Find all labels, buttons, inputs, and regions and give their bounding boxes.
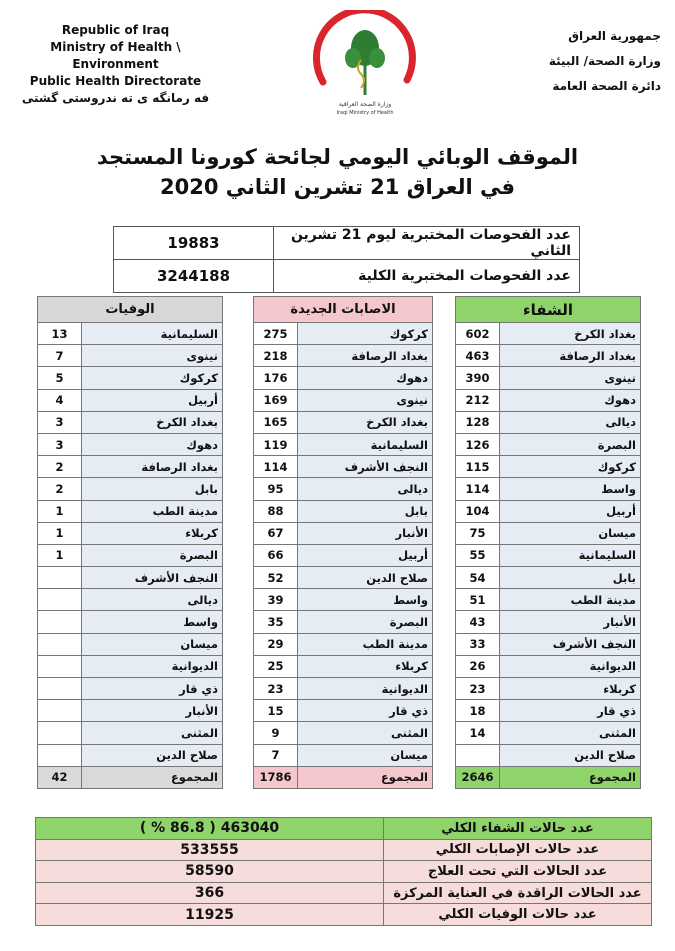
deaths-place: صلاح الدين [82,744,223,766]
table-row [38,611,223,633]
recovery-place: بابل [500,567,641,589]
recovery-count: 26 [456,655,500,677]
table-row [254,544,433,566]
table-row [254,611,433,633]
header-ar-line: دائرة الصحة العامة [552,79,661,93]
cases-title: الاصابات الجديدة [254,297,433,323]
recovery-count: 23 [456,678,500,700]
recovery-count: 43 [456,611,500,633]
recovery-place: نينوى [500,367,641,389]
header-ar-line: وزارة الصحة/ البيئة [548,54,661,68]
deaths-place: النجف الأشرف [82,567,223,589]
recovery-count: 75 [456,522,500,544]
recovery-count: 390 [456,367,500,389]
cases-count: 88 [254,500,298,522]
cases-count: 218 [254,345,298,367]
recovery-place: كربلاء [500,678,641,700]
recovery-place: كركوك [500,456,641,478]
recovery-count: 55 [456,544,500,566]
recovery-place: بغداد الكرخ [500,323,641,345]
recovery-place: البصرة [500,433,641,455]
table-row [456,389,641,411]
cases-total-value: 1786 [254,766,298,788]
recovery-place: ديالى [500,411,641,433]
table-row [254,744,433,766]
recovery-count: 115 [456,456,500,478]
cases-count: 95 [254,478,298,500]
deaths-total-row [38,766,223,788]
deaths-place: ميسان [82,633,223,655]
cases-count: 169 [254,389,298,411]
table-row [254,500,433,522]
table-row [254,367,433,389]
deaths-count [38,567,82,589]
deaths-count: 2 [38,478,82,500]
cases-count: 66 [254,544,298,566]
table-row [38,456,223,478]
table-row [456,722,641,744]
summary-value: 11925 [36,904,384,926]
cases-count: 165 [254,411,298,433]
table-row [254,456,433,478]
deaths-place: الديوانية [82,655,223,677]
logo-text-ar: وزارة الصحة العراقية [338,101,392,108]
recovery-title: الشفاء [456,297,641,323]
table-row [456,367,641,389]
deaths-count [38,589,82,611]
cases-count: 275 [254,323,298,345]
header-english [8,22,223,107]
table-row [38,633,223,655]
table-row [254,633,433,655]
cases-header-row [254,297,433,323]
deaths-count [38,655,82,677]
summary-label: عدد الحالات التي تحت العلاج [384,861,652,883]
cases-place: بغداد الرصافة [298,345,433,367]
deaths-place: ديالى [82,589,223,611]
ministry-logo [305,10,425,120]
page-title [0,142,675,202]
table-row [456,611,641,633]
table-row [254,589,433,611]
table-row [456,500,641,522]
cases-count: 114 [254,456,298,478]
table-row [38,323,223,345]
cases-place: بابل [298,500,433,522]
table-row [456,700,641,722]
header-en-line: Republic of Iraq [61,23,170,37]
recovery-count: 128 [456,411,500,433]
deaths-count [38,633,82,655]
table-row [456,655,641,677]
recovery-place: بغداد الرصافة [500,345,641,367]
deaths-place: أربيل [82,389,223,411]
summary-label: عدد حالات الشفاء الكلي [384,818,652,840]
cases-place: المثنى [298,722,433,744]
cases-count: 25 [254,655,298,677]
table-row [38,522,223,544]
table-row [38,389,223,411]
recovery-count: 14 [456,722,500,744]
title-line-1: الموقف الوبائي اليومي لجائحة كورونا المستجد [96,145,579,169]
deaths-place: بغداد الرصافة [82,456,223,478]
tests-row-daily [114,227,580,260]
recovery-count: 51 [456,589,500,611]
table-row [254,567,433,589]
deaths-place: بغداد الكرخ [82,411,223,433]
deaths-count: 7 [38,345,82,367]
deaths-table [37,296,223,789]
cases-place: دهوك [298,367,433,389]
table-row [38,500,223,522]
cases-place: مدينة الطب [298,633,433,655]
cases-total-label: المجموع [298,766,433,788]
tests-total-label: عدد الفحوصات المختبرية الكلية [274,260,580,293]
recovery-count: 602 [456,323,500,345]
deaths-count: 1 [38,522,82,544]
tests-daily-label: عدد الفحوصات المختبرية ليوم 21 تشرين الثاني [274,227,580,260]
logo-text-en: Iraqi Ministry of Health [336,110,394,116]
tests-daily-value: 19883 [114,227,274,260]
deaths-count: 13 [38,323,82,345]
summary-value: 58590 [36,861,384,883]
deaths-place: الأنبار [82,700,223,722]
recovery-count: 114 [456,478,500,500]
table-row [254,522,433,544]
tests-row-total [114,260,580,293]
table-row [456,433,641,455]
cases-place: أربيل [298,544,433,566]
deaths-count: 5 [38,367,82,389]
recovery-place: السليمانية [500,544,641,566]
deaths-count [38,700,82,722]
header-en-line: فه رمانگه ی ته ندروستی گشتی [21,91,210,105]
table-row [456,633,641,655]
table-row [456,589,641,611]
table-row [38,744,223,766]
table-row [254,678,433,700]
recovery-count: 104 [456,500,500,522]
table-row [254,345,433,367]
cases-count: 176 [254,367,298,389]
table-row [38,544,223,566]
recovery-place: مدينة الطب [500,589,641,611]
deaths-place: دهوك [82,433,223,455]
recovery-total-value: 2646 [456,766,500,788]
deaths-count [38,722,82,744]
table-row [456,678,641,700]
deaths-place: مدينة الطب [82,500,223,522]
deaths-count [38,611,82,633]
summary-value: 463040 ( 86.8 % ) [36,818,384,840]
recovery-count: 33 [456,633,500,655]
deaths-count: 1 [38,544,82,566]
summary-row [36,861,652,883]
cases-place: السليمانية [298,433,433,455]
cases-place: كركوك [298,323,433,345]
table-row [38,722,223,744]
deaths-count: 1 [38,500,82,522]
summary-row [36,839,652,861]
table-row [254,700,433,722]
recovery-place: ميسان [500,522,641,544]
cases-count: 23 [254,678,298,700]
tests-total-value: 3244188 [114,260,274,293]
cases-count: 7 [254,744,298,766]
table-row [254,411,433,433]
table-row [456,345,641,367]
cases-count: 35 [254,611,298,633]
cases-count: 52 [254,567,298,589]
cases-place: واسط [298,589,433,611]
cases-total-row [254,766,433,788]
recovery-header-row [456,297,641,323]
cases-place: كربلاء [298,655,433,677]
cases-place: بغداد الكرخ [298,411,433,433]
summary-value: 366 [36,882,384,904]
recovery-total-label: المجموع [500,766,641,788]
recovery-place: ذي قار [500,700,641,722]
table-row [456,567,641,589]
recovery-total-row [456,766,641,788]
deaths-place: نينوى [82,345,223,367]
deaths-place: المثنى [82,722,223,744]
cases-place: ميسان [298,744,433,766]
deaths-place: واسط [82,611,223,633]
cases-count: 9 [254,722,298,744]
header-ar-line: جمهورية العراق [568,29,661,43]
deaths-total-label: المجموع [82,766,223,788]
summary-value: 533555 [36,839,384,861]
header-arabic [511,24,661,99]
table-row [38,700,223,722]
cases-count: 39 [254,589,298,611]
cases-place: صلاح الدين [298,567,433,589]
header-en-line: Public Health Directorate [29,74,202,88]
recovery-place: الديوانية [500,655,641,677]
table-row [38,433,223,455]
table-row [38,655,223,677]
table-row [456,411,641,433]
table-row [254,478,433,500]
table-row [456,478,641,500]
table-row [38,478,223,500]
table-row [38,367,223,389]
recovery-place: واسط [500,478,641,500]
summary-row [36,904,652,926]
summary-label: عدد حالات الوفيات الكلي [384,904,652,926]
table-row [456,323,641,345]
deaths-count: 3 [38,433,82,455]
recovery-count: 126 [456,433,500,455]
cases-count: 15 [254,700,298,722]
cases-place: نينوى [298,389,433,411]
recovery-table [455,296,641,789]
table-row [38,345,223,367]
table-row [254,722,433,744]
summary-row [36,818,652,840]
deaths-count: 3 [38,411,82,433]
new-cases-table [253,296,433,789]
cases-place: الأنبار [298,522,433,544]
tests-table [113,226,580,293]
recovery-place: النجف الأشرف [500,633,641,655]
table-row [456,544,641,566]
cases-place: الديوانية [298,678,433,700]
deaths-place: ذي قار [82,678,223,700]
deaths-place: كربلاء [82,522,223,544]
summary-label: عدد حالات الإصابات الكلي [384,839,652,861]
recovery-count [456,744,500,766]
cases-place: البصرة [298,611,433,633]
table-row [456,456,641,478]
table-row [456,744,641,766]
summary-row [36,882,652,904]
cases-count: 67 [254,522,298,544]
deaths-total-value: 42 [38,766,82,788]
cases-place: ديالى [298,478,433,500]
deaths-count: 2 [38,456,82,478]
deaths-place: السليمانية [82,323,223,345]
recovery-place: أربيل [500,500,641,522]
deaths-place: كركوك [82,367,223,389]
cases-place: النجف الأشرف [298,456,433,478]
deaths-place: البصرة [82,544,223,566]
deaths-header-row [38,297,223,323]
table-row [254,323,433,345]
deaths-count: 4 [38,389,82,411]
table-row [254,655,433,677]
recovery-place: دهوك [500,389,641,411]
table-row [38,678,223,700]
recovery-place: الأنبار [500,611,641,633]
deaths-count [38,678,82,700]
table-row [38,567,223,589]
cases-place: ذي قار [298,700,433,722]
table-row [254,389,433,411]
cases-count: 29 [254,633,298,655]
recovery-count: 212 [456,389,500,411]
table-row [38,589,223,611]
deaths-place: بابل [82,478,223,500]
cases-count: 119 [254,433,298,455]
deaths-title: الوفيات [38,297,223,323]
recovery-place: صلاح الدين [500,744,641,766]
recovery-count: 54 [456,567,500,589]
table-row [38,411,223,433]
deaths-count [38,744,82,766]
table-row [456,522,641,544]
summary-table [35,817,652,926]
title-line-2: في العراق 21 تشرين الثاني 2020 [160,175,515,199]
table-row [254,433,433,455]
recovery-count: 18 [456,700,500,722]
recovery-count: 463 [456,345,500,367]
recovery-place: المثنى [500,722,641,744]
header-en-line: Ministry of Health \ Environment [50,40,181,71]
summary-label: عدد الحالات الراقدة في العناية المركزة [384,882,652,904]
